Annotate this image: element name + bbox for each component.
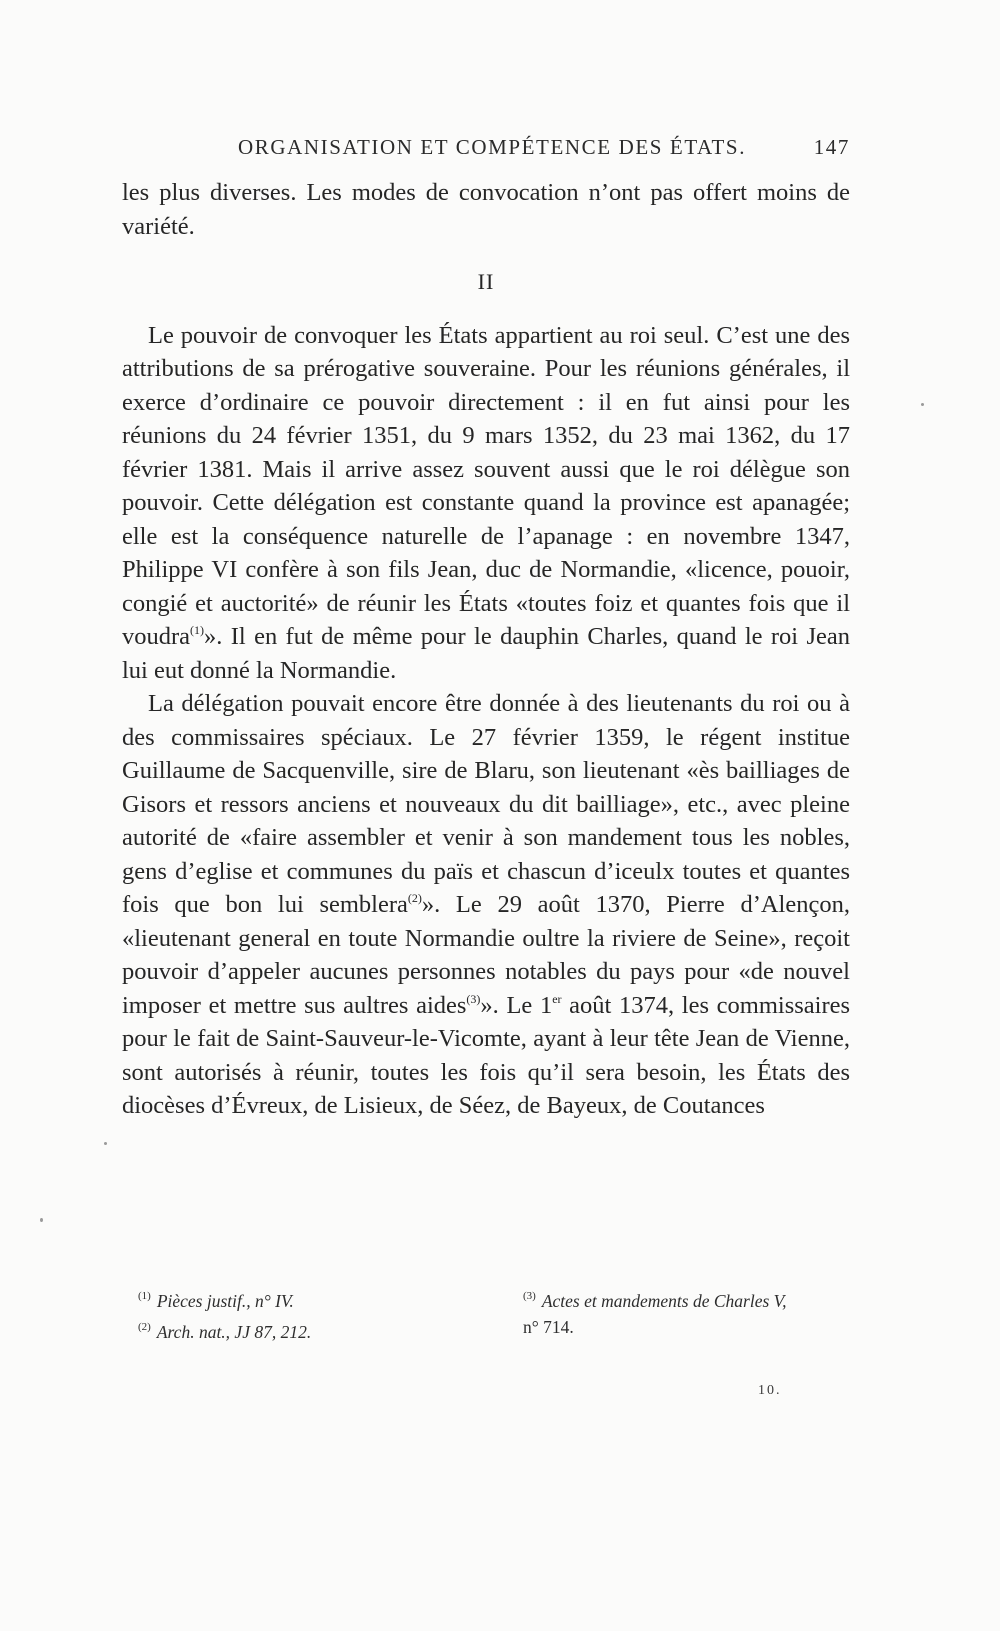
footnote-ref-3: (3) <box>466 991 481 1006</box>
paper-speck <box>921 403 924 406</box>
footnotes-right-column <box>523 1283 850 1340</box>
section-heading: II <box>477 269 495 294</box>
running-head-title: ORGANISATION ET COMPÉTENCE DES ÉTATS. <box>238 135 747 159</box>
footnote-1 <box>138 1283 498 1314</box>
footnote-number: (3) <box>523 1290 536 1302</box>
paragraph-continuation: les plus diverses. Les modes de convocation n’ont pas offert moins de variété. <box>122 179 850 240</box>
footnotes-left-column <box>138 1283 498 1345</box>
paragraph-text: ». Le 1 <box>480 991 553 1019</box>
paragraph-text: ». Le 29 août 1370, Pierre d’Alençon, «lieutenant general en toute Normandie oultre la riviere de Seine», reçoit pouvoir d’appeler aucunes personnes notables du pays pour «de nouvel imposer et mettre sus aultres aides <box>122 891 850 1019</box>
footnote-3-continued: n° 714. <box>523 1317 574 1337</box>
footnote-2 <box>138 1314 498 1345</box>
paragraph-text: août 1374, les commissaires pour le fait de Saint-Sauveur-le-Vicomte, ayant à leur tête Jean de Vienne, sont autorisés à réunir, toutes les fois qu’il sera besoin, les États des diocèses d’Évreux, de Lisieux, de Séez, de Bayeux, de Coutances <box>122 991 851 1119</box>
paragraph-text: Le pouvoir de convoquer les États appartient au roi seul. C’est une des attributions de sa prérogative souveraine. Pour les réunions générales, il exerce d’ordinaire ce pouvoir directement : il en fut ainsi pour les réunions du 24 février 1351, du 9 mars 1352, du 23 mai 1362, du 17 février 1381. Mais il arrive assez souvent aussi que le roi délègue son pouvoir. Cette délégation est constante quand la province est apanagée; elle est la conséquence naturelle de l’apanage : en novembre 1347, Philippe VI confère à son fils Jean, duc de Normandie, «licence, pouoir, congié et auctorité» de réunir les États «toutes foiz et quantes fois que il voudra <box>122 321 850 650</box>
paragraph-convocation-power <box>122 319 850 688</box>
footnote-number: (1) <box>138 1290 151 1302</box>
main-text <box>122 176 850 1123</box>
footnote-number: (2) <box>138 1321 151 1333</box>
paragraph-delegation <box>122 687 850 1123</box>
footnote-text: Arch. nat., JJ 87, 212. <box>156 1322 312 1342</box>
paper-speck <box>104 1142 107 1145</box>
footnote-3 <box>523 1283 850 1314</box>
running-head <box>125 135 850 165</box>
page-number: 147 <box>813 135 850 159</box>
footnote-ref-2: (2) <box>407 891 422 905</box>
paragraph-text: ». Il en fut de même pour le dauphin Charles, quand le roi Jean lui eut donné la Normandie. <box>122 623 850 684</box>
signature-mark: 10. <box>758 1383 782 1398</box>
paper-speck <box>40 1218 43 1222</box>
footnote-text: Actes et mandements de Charles V, <box>541 1291 787 1311</box>
ordinal-suffix: er <box>552 991 562 1006</box>
footnote-text: Pièces justif., n° IV. <box>156 1291 294 1311</box>
paragraph-text: La délégation pouvait encore être donnée à des lieutenants du roi ou à des commissaires spéciaux. Le 27 février 1359, le régent institue Guillaume de Sacquenville, sire de Blaru, son lieutenant «ès bailliages de Gisors et ressors anciens et nouveaux du dit bailliage», etc., avec pleine autorité de «faire assembler et venir à son mandement tous les nobles, gens d’eglise et communes du païs et chascun d’iceulx toutes et quantes fois que bon lui semblera <box>122 690 850 918</box>
footnote-ref-1: (1) <box>190 623 205 637</box>
